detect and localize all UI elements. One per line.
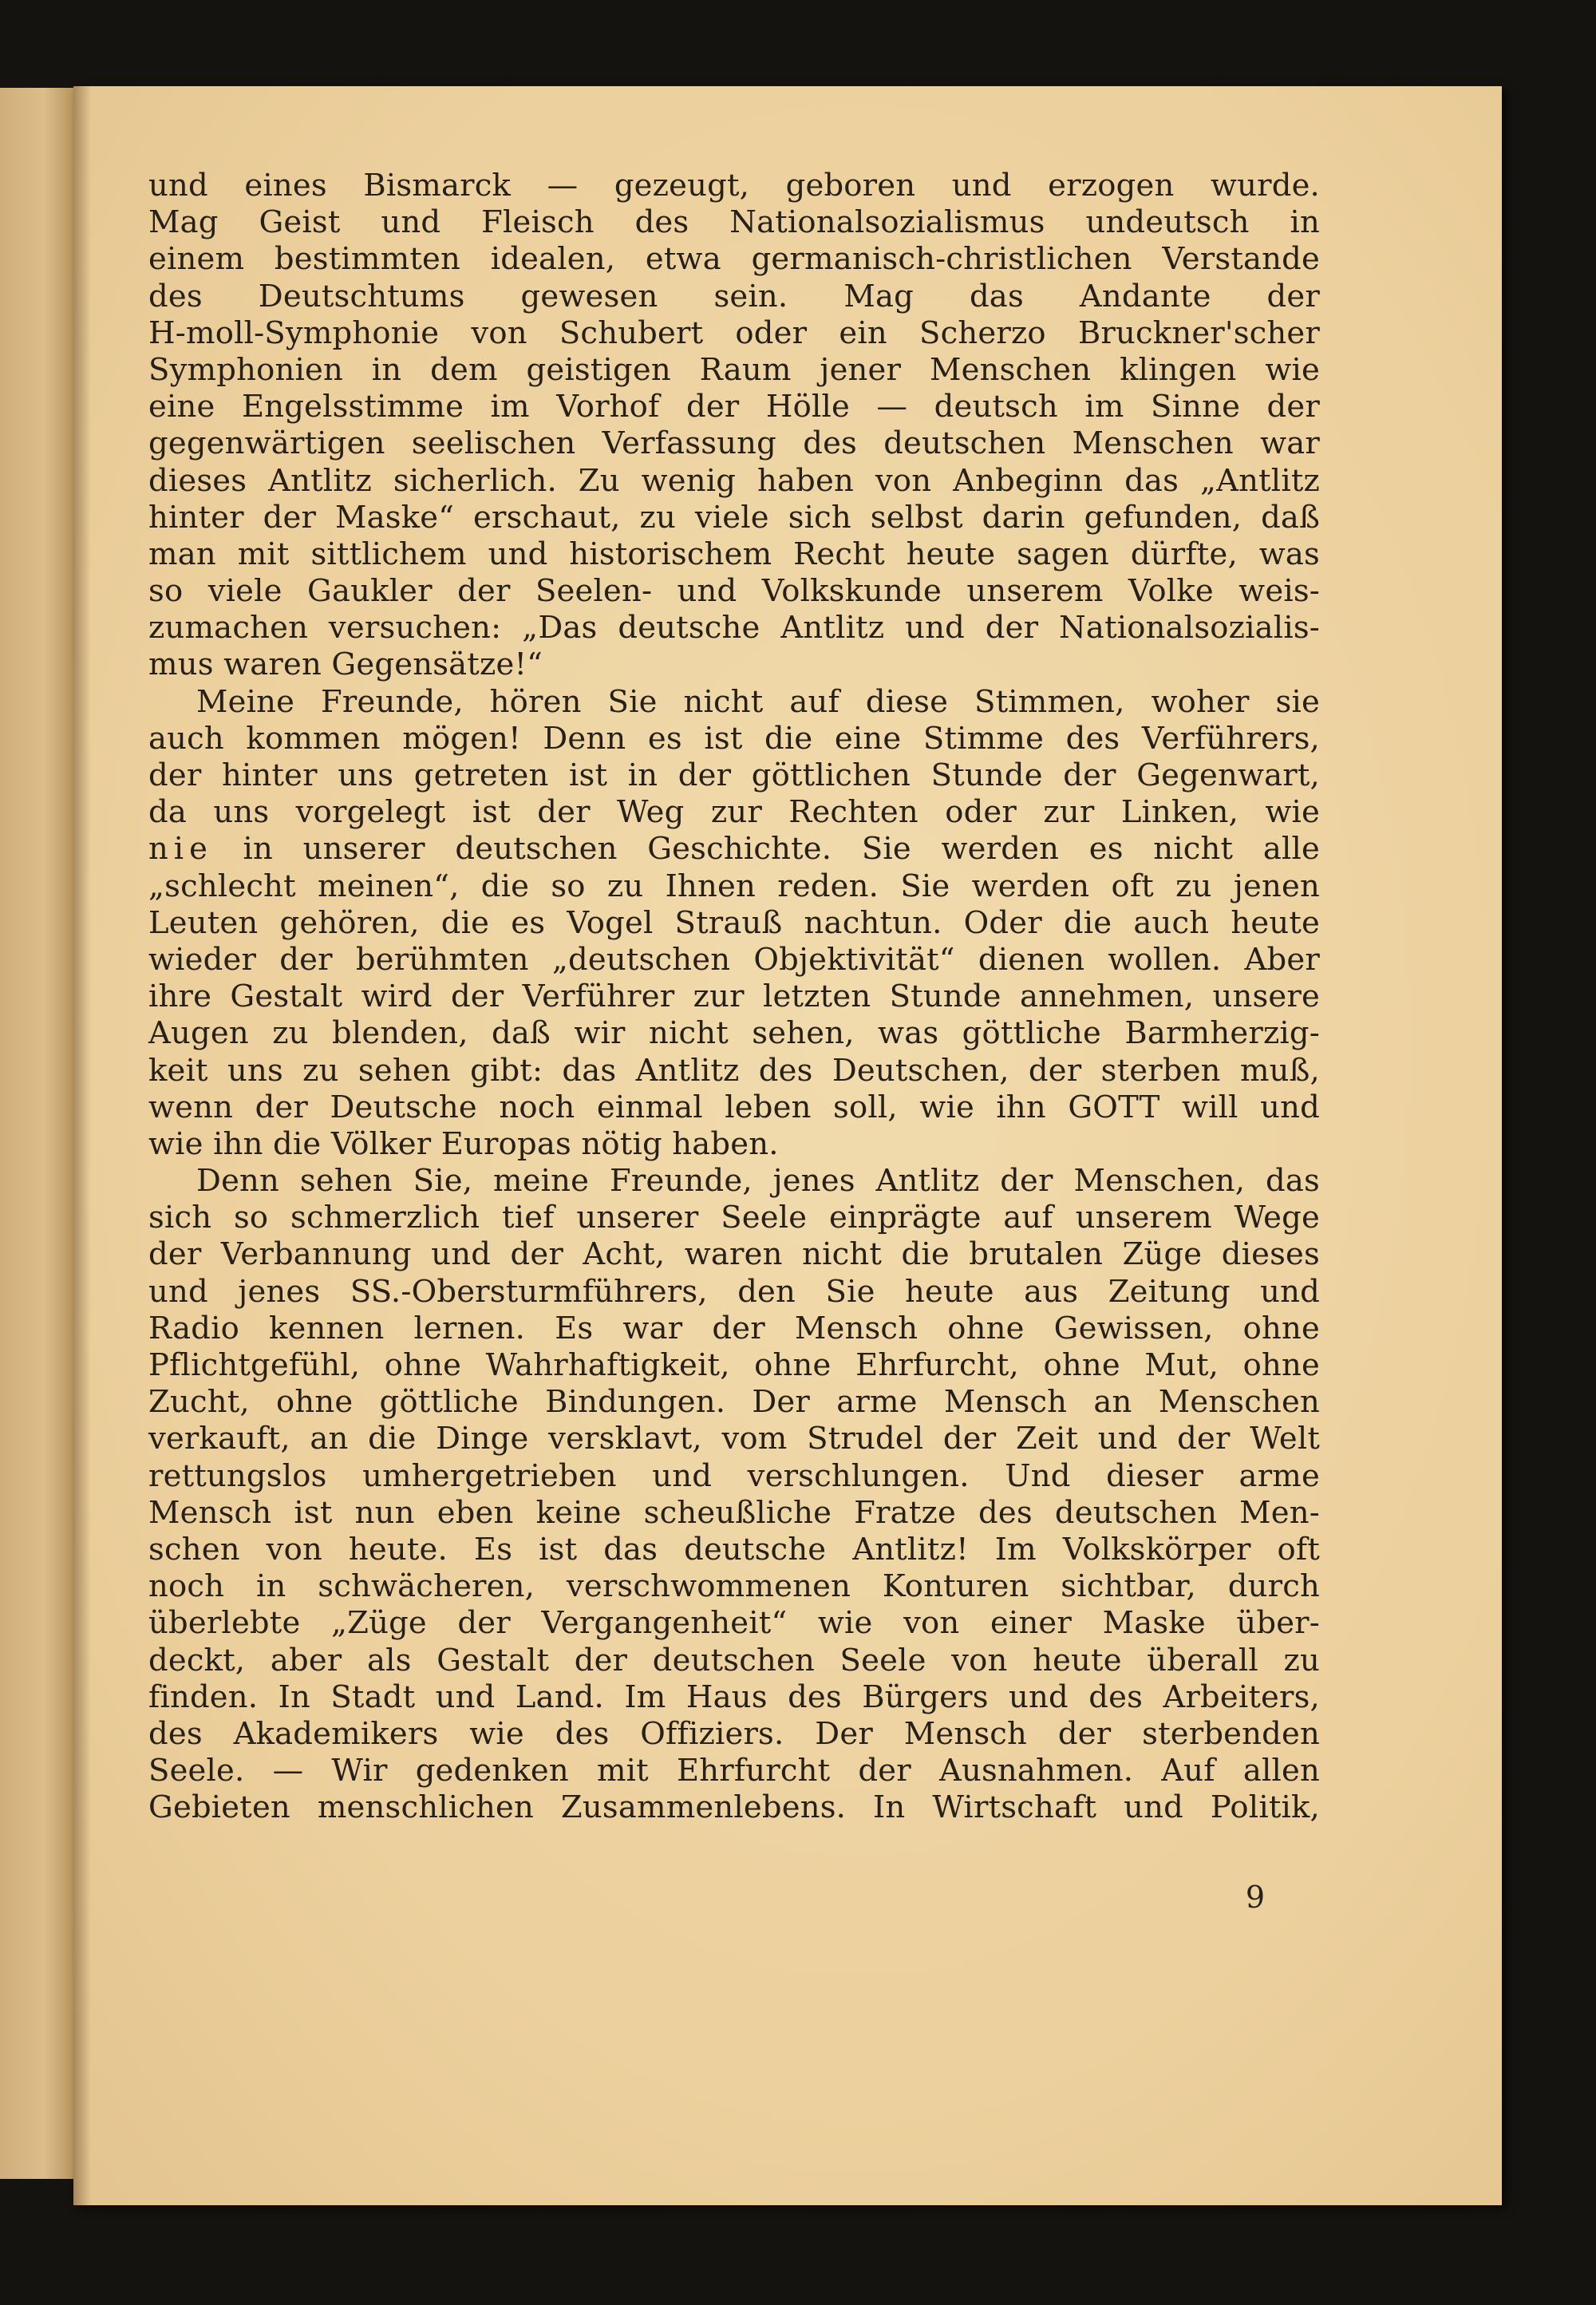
text-line-emphasis — [148, 831, 1320, 868]
text-line: der Verbannung und der Acht, waren nicht die brutalen Züge dieses — [148, 1236, 1320, 1273]
text-line: wenn der Deutsche noch einmal leben soll, wie ihn GOTT will und — [148, 1089, 1320, 1125]
text-line: Pflichtgefühl, ohne Wahrhaftigkeit, ohne Ehrfurcht, ohne Mut, ohne — [148, 1347, 1320, 1383]
emphasized-word: nie — [148, 831, 213, 868]
text-line: man mit sittlichem und historischem Recht heute sagen dürfte, was — [148, 536, 1320, 572]
text-line: auch kommen mögen! Denn es ist die eine Stimme des Verführers, — [148, 720, 1320, 757]
facing-page-edge — [0, 88, 73, 2179]
text-line: mus waren Gegensätze!“ — [148, 646, 543, 683]
text-line: überlebte „Züge der Vergangenheit“ wie von einer Maske über- — [148, 1605, 1320, 1642]
page-gutter-shadow — [73, 86, 91, 2205]
text-line: Zucht, ohne göttliche Bindungen. Der arme Mensch an Menschen — [148, 1384, 1320, 1421]
text-line: gegenwärtigen seelischen Verfassung des deutschen Menschen war — [148, 425, 1320, 462]
body-text — [148, 168, 1320, 1826]
text-line: so viele Gaukler der Seelen- und Volkskunde unserem Volke weis- — [148, 573, 1320, 610]
paragraph-start-line: Meine Freunde, hören Sie nicht auf diese Stimmen, woher sie — [196, 683, 1320, 720]
text-line: sich so schmerzlich tief unserer Seele einprägte auf unserem Wege — [148, 1200, 1320, 1236]
text-line: verkauft, an die Dinge versklavt, vom Strudel der Zeit und der Welt — [148, 1421, 1320, 1457]
text-line: Gebieten menschlichen Zusammenlebens. In Wirtschaft und Politik, — [148, 1789, 1320, 1826]
text-line: Leuten gehören, die es Vogel Strauß nachtun. Oder die auch heute — [148, 904, 1320, 941]
text-line: finden. In Stadt und Land. Im Haus des Bürgers und des Arbeiters, — [148, 1678, 1320, 1715]
text-line: und jenes SS.-Obersturmführers, den Sie heute aus Zeitung und — [148, 1273, 1320, 1310]
text-line: „schlecht meinen“, die so zu Ihnen reden. Sie werden oft zu jenen — [148, 868, 1320, 904]
text-line: wie ihn die Völker Europas nötig haben. — [148, 1125, 779, 1162]
text-line: des Deutschtums gewesen sein. Mag das Andante der — [148, 278, 1320, 314]
text-line: ihre Gestalt wird der Verführer zur letzten Stunde annehmen, unsere — [148, 979, 1320, 1015]
paragraph-start-line: Denn sehen Sie, meine Freunde, jenes Antlitz der Menschen, das — [196, 1163, 1320, 1200]
text-line: dieses Antlitz sicherlich. Zu wenig haben von Anbeginn das „Antlitz — [148, 462, 1320, 499]
text-line: einem bestimmten idealen, etwa germanisch-christlichen Verstande — [148, 241, 1320, 278]
text-line: zumachen versuchen: „Das deutsche Antlitz und der Nationalsozialis- — [148, 610, 1320, 646]
text-line: und eines Bismarck — gezeugt, geboren und erzogen wurde. — [148, 168, 1320, 204]
text-line: schen von heute. Es ist das deutsche Antlitz! Im Volkskörper oft — [148, 1531, 1320, 1568]
text-line: Augen zu blenden, daß wir nicht sehen, was göttliche Barmherzig- — [148, 1015, 1320, 1052]
text-line: da uns vorgelegt ist der Weg zur Rechten oder zur Linken, wie — [148, 794, 1320, 831]
page-number: 9 — [1245, 1880, 1265, 1915]
text-line: Symphonien in dem geistigen Raum jener Menschen klingen wie — [148, 351, 1320, 388]
text-line: Mag Geist und Fleisch des Nationalsozialismus undeutsch in — [148, 204, 1320, 241]
text-line: hinter der Maske“ erschaut, zu viele sich selbst darin gefunden, daß — [148, 499, 1320, 536]
text-line: Seele. — Wir gedenken mit Ehrfurcht der Ausnahmen. Auf allen — [148, 1753, 1320, 1789]
text-line: der hinter uns getreten ist in der göttlichen Stunde der Gegenwart, — [148, 757, 1320, 793]
text-line: H-moll-Symphonie von Schubert oder ein Scherzo Bruckner'scher — [148, 314, 1320, 351]
text-line: rettungslos umhergetrieben und verschlungen. Und dieser arme — [148, 1457, 1320, 1494]
text-line: keit uns zu sehen gibt: das Antlitz des Deutschen, der sterben muß, — [148, 1052, 1320, 1089]
text-line: eine Engelsstimme im Vorhof der Hölle — deutsch im Sinne der — [148, 389, 1320, 425]
text-line: noch in schwächeren, verschwommenen Konturen sichtbar, durch — [148, 1568, 1320, 1605]
text-line: wieder der berühmten „deutschen Objektivität“ dienen wollen. Aber — [148, 941, 1320, 978]
text-line: Radio kennen lernen. Es war der Mensch ohne Gewissen, ohne — [148, 1310, 1320, 1346]
text-line: deckt, aber als Gestalt der deutschen Seele von heute überall zu — [148, 1642, 1320, 1678]
text-line: des Akademikers wie des Offiziers. Der Mensch der sterbenden — [148, 1715, 1320, 1752]
text-line: Mensch ist nun eben keine scheußliche Fratze des deutschen Men- — [148, 1494, 1320, 1531]
text-line-rest: in unserer deutschen Geschichte. Sie werden es nicht alle — [243, 831, 1320, 868]
